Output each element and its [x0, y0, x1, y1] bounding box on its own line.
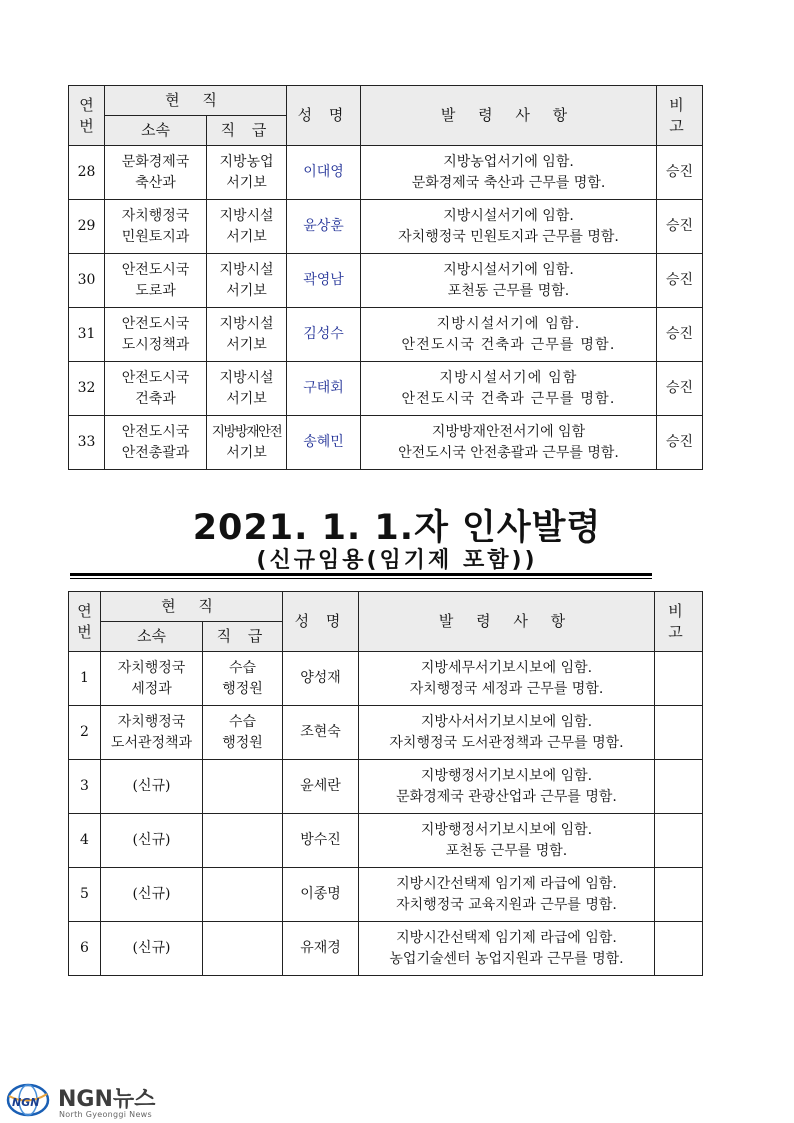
seq-cell: 1: [69, 652, 101, 706]
remark-cell: 승진: [657, 308, 703, 362]
table-row: [69, 146, 703, 200]
remark-cell: [655, 652, 703, 706]
table-row: [69, 814, 703, 868]
grade-cell: 지방방재안전 서기보: [207, 416, 287, 470]
seq-cell: 3: [69, 760, 101, 814]
seq-cell: 30: [69, 254, 105, 308]
detail-cell: 지방시간선택제 임기제 라급에 임함. 농업기술센터 농업지원과 근무를 명함.: [359, 922, 655, 976]
detail-cell: 지방방재안전서기에 임함 안전도시국 안전총괄과 근무를 명함.: [361, 416, 657, 470]
table-row: [69, 308, 703, 362]
detail-cell: 지방세무서기보시보에 임함. 자치행정국 세정과 근무를 명함.: [359, 652, 655, 706]
grade-cell: 지방시설 서기보: [207, 308, 287, 362]
org-header: 소속: [105, 116, 207, 146]
org-cell: (신규): [101, 868, 203, 922]
name-cell: 조현숙: [283, 706, 359, 760]
detail-cell: 지방시간선택제 임기제 라급에 임함. 자치행정국 교육지원과 근무를 명함.: [359, 868, 655, 922]
seq-cell: 31: [69, 308, 105, 362]
name-cell: 곽영남: [287, 254, 361, 308]
title-underline-thin: [70, 578, 652, 579]
seq-header: 연 번: [69, 592, 101, 652]
seq-cell: 33: [69, 416, 105, 470]
grade-cell: [203, 922, 283, 976]
table-row: [69, 760, 703, 814]
table-row: [69, 922, 703, 976]
remark-cell: [655, 760, 703, 814]
grade-cell: [203, 868, 283, 922]
remark-cell: 승진: [657, 416, 703, 470]
org-cell: 문화경제국 축산과: [105, 146, 207, 200]
grade-cell: 수습 행정원: [203, 706, 283, 760]
name-cell: 윤상훈: [287, 200, 361, 254]
grade-cell: 지방시설 서기보: [207, 254, 287, 308]
remark-cell: [655, 868, 703, 922]
grade-header: 직 급: [203, 622, 283, 652]
logo-name: NGN뉴스: [58, 1087, 156, 1112]
current-position-header: 현 직: [105, 86, 287, 116]
remark-cell: 승진: [657, 254, 703, 308]
org-cell: (신규): [101, 814, 203, 868]
grade-header: 직 급: [207, 116, 287, 146]
org-cell: 안전도시국 도시정책과: [105, 308, 207, 362]
detail-cell: 지방행정서기보시보에 임함. 문화경제국 관광산업과 근무를 명함.: [359, 760, 655, 814]
grade-cell: [203, 814, 283, 868]
detail-cell: 지방시설서기에 임함. 안전도시국 건축과 근무를 명함.: [361, 308, 657, 362]
table-row: [69, 362, 703, 416]
table-row: [69, 416, 703, 470]
remark-cell: 승진: [657, 362, 703, 416]
globe-icon: [6, 1082, 52, 1118]
table-row: [69, 652, 703, 706]
org-cell: 자치행정국 세정과: [101, 652, 203, 706]
seq-cell: 32: [69, 362, 105, 416]
remark-header: 비 고: [657, 86, 703, 146]
detail-header: 발 령 사 항: [359, 592, 655, 652]
seq-cell: 28: [69, 146, 105, 200]
grade-cell: 지방농업 서기보: [207, 146, 287, 200]
name-header: 성 명: [283, 592, 359, 652]
grade-cell: 지방시설 서기보: [207, 362, 287, 416]
promotion-table: [68, 85, 703, 470]
org-cell: 안전도시국 도로과: [105, 254, 207, 308]
detail-cell: 지방농업서기에 임함. 문화경제국 축산과 근무를 명함.: [361, 146, 657, 200]
seq-cell: 4: [69, 814, 101, 868]
name-cell: 윤세란: [283, 760, 359, 814]
remark-cell: [655, 922, 703, 976]
org-cell: 자치행정국 도서관정책과: [101, 706, 203, 760]
detail-cell: 지방시설서기에 임함 안전도시국 건축과 근무를 명함.: [361, 362, 657, 416]
table-row: [69, 868, 703, 922]
detail-cell: 지방행정서기보시보에 임함. 포천동 근무를 명함.: [359, 814, 655, 868]
org-cell: 안전도시국 안전총괄과: [105, 416, 207, 470]
org-cell: (신규): [101, 760, 203, 814]
table-row: [69, 200, 703, 254]
org-header: 소속: [101, 622, 203, 652]
remark-cell: [655, 706, 703, 760]
seq-cell: 6: [69, 922, 101, 976]
detail-cell: 지방시설서기에 임함. 포천동 근무를 명함.: [361, 254, 657, 308]
grade-cell: [203, 760, 283, 814]
table-row: [69, 706, 703, 760]
detail-cell: 지방사서서기보시보에 임함. 자치행정국 도서관정책과 근무를 명함.: [359, 706, 655, 760]
name-cell: 김성수: [287, 308, 361, 362]
logo-tagline: North Gyeonggi News: [59, 1110, 152, 1119]
svg-text:NGN: NGN: [12, 1096, 40, 1109]
seq-cell: 2: [69, 706, 101, 760]
org-cell: (신규): [101, 922, 203, 976]
remark-cell: [655, 814, 703, 868]
title-underline: [70, 573, 652, 576]
remark-cell: 승진: [657, 146, 703, 200]
name-cell: 구태회: [287, 362, 361, 416]
seq-cell: 5: [69, 868, 101, 922]
name-cell: 이종명: [283, 868, 359, 922]
name-cell: 이대영: [287, 146, 361, 200]
name-cell: 송혜민: [287, 416, 361, 470]
name-cell: 유재경: [283, 922, 359, 976]
detail-header: 발 령 사 항: [361, 86, 657, 146]
table-row: [69, 254, 703, 308]
seq-header: 연 번: [69, 86, 105, 146]
new-appointment-table: [68, 591, 703, 976]
name-cell: 방수진: [283, 814, 359, 868]
current-position-header: 현 직: [101, 592, 283, 622]
name-cell: 양성재: [283, 652, 359, 706]
grade-cell: 지방시설 서기보: [207, 200, 287, 254]
seq-cell: 29: [69, 200, 105, 254]
remark-header: 비 고: [655, 592, 703, 652]
ngn-news-logo: [6, 1080, 176, 1120]
name-header: 성 명: [287, 86, 361, 146]
section-subtitle: (신규임용(임기제 포함)): [256, 548, 538, 573]
org-cell: 자치행정국 민원토지과: [105, 200, 207, 254]
section-title: 2021. 1. 1.자 인사발령: [192, 508, 602, 548]
org-cell: 안전도시국 건축과: [105, 362, 207, 416]
remark-cell: 승진: [657, 200, 703, 254]
grade-cell: 수습 행정원: [203, 652, 283, 706]
detail-cell: 지방시설서기에 임함. 자치행정국 민원토지과 근무를 명함.: [361, 200, 657, 254]
